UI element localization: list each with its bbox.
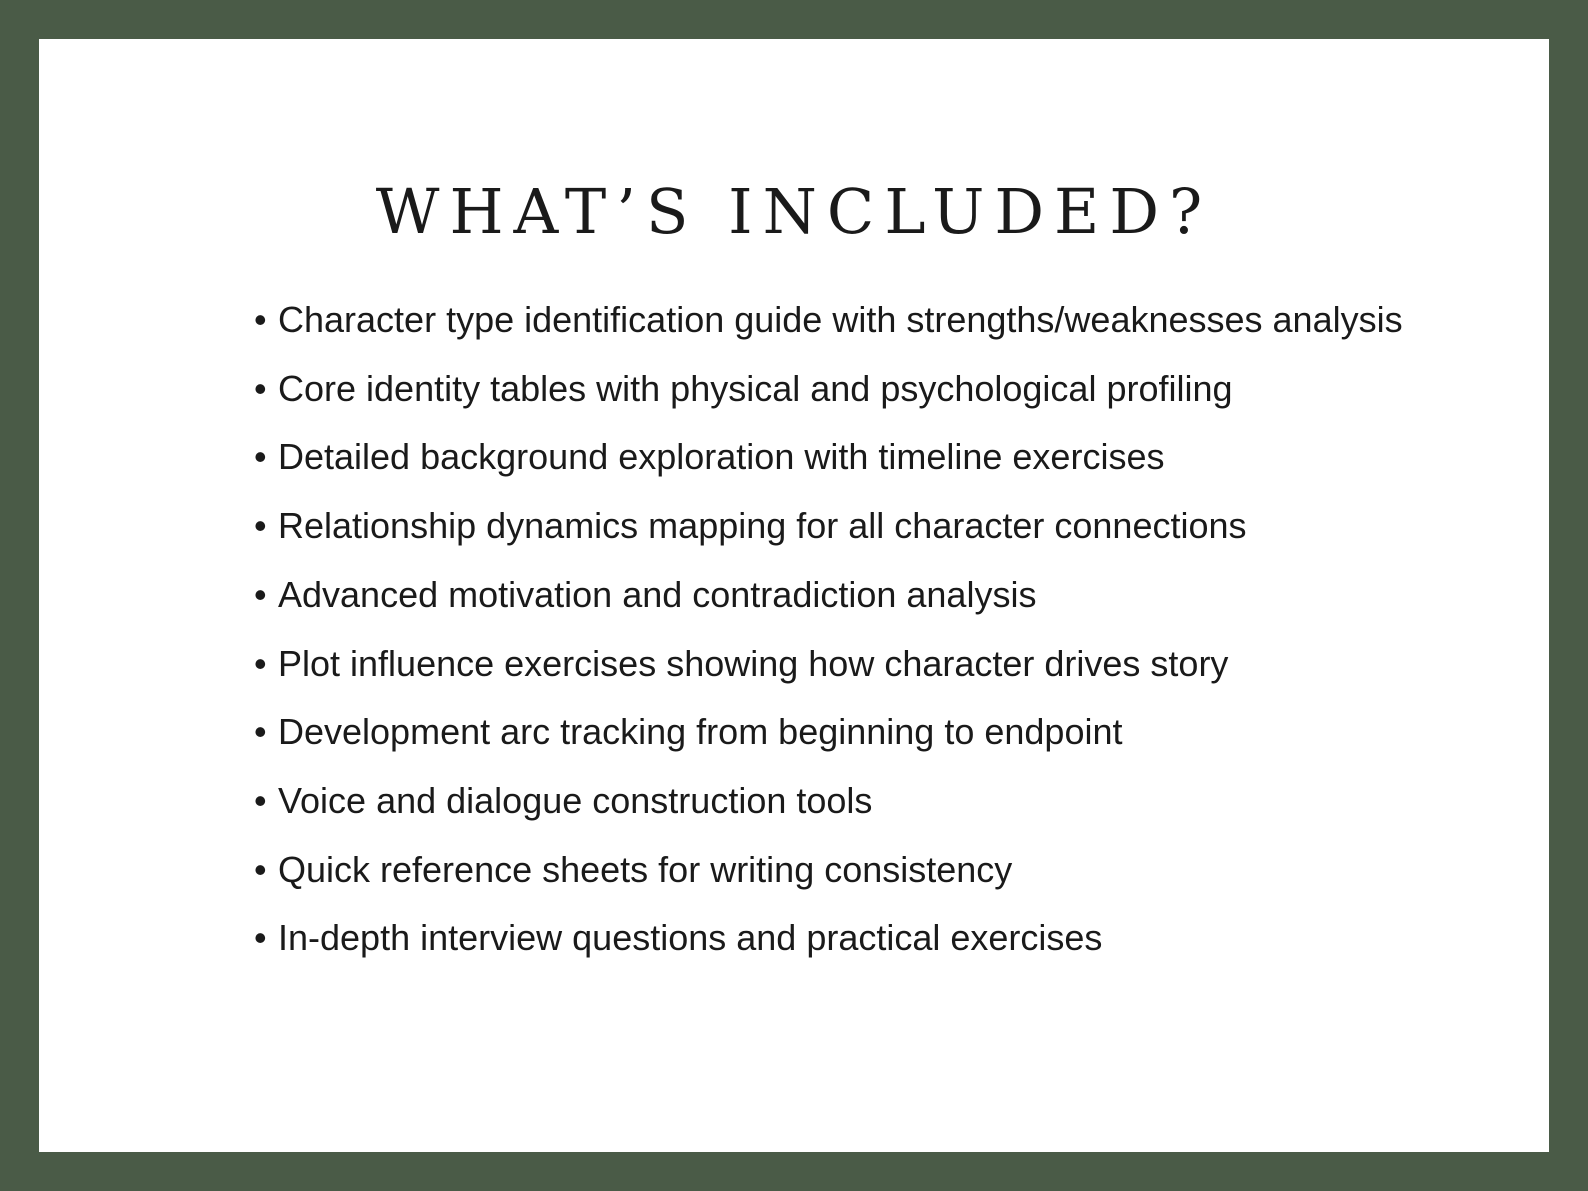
list-item bbox=[254, 355, 1414, 424]
bullet-icon: • bbox=[254, 848, 267, 890]
list-item-text: Relationship dynamics mapping for all character connections bbox=[278, 505, 1247, 547]
list-item-text: Voice and dialogue construction tools bbox=[278, 779, 873, 821]
bullet-icon: • bbox=[254, 779, 267, 821]
bullet-icon: • bbox=[254, 299, 267, 340]
list-item-text: In-depth interview questions and practical exercises bbox=[278, 917, 1103, 959]
content-card bbox=[39, 39, 1549, 1152]
feature-list bbox=[254, 286, 1414, 973]
list-item-text: Advanced motivation and contradiction analysis bbox=[278, 573, 1037, 615]
bullet-icon: • bbox=[254, 505, 267, 547]
list-item bbox=[254, 561, 1414, 630]
bullet-icon: • bbox=[254, 436, 267, 478]
bullet-icon: • bbox=[254, 917, 267, 959]
list-item bbox=[254, 698, 1414, 767]
list-item-text: Character type identification guide with strengths/weaknesses analysis bbox=[278, 299, 1403, 340]
bullet-icon: • bbox=[254, 642, 267, 684]
list-item bbox=[254, 286, 1414, 355]
page-title: WHAT’S INCLUDED? bbox=[375, 175, 1213, 248]
list-item-text: Quick reference sheets for writing consistency bbox=[278, 848, 1013, 890]
list-item-text: Detailed background exploration with timeline exercises bbox=[278, 436, 1165, 478]
list-item bbox=[254, 836, 1414, 905]
bullet-icon: • bbox=[254, 573, 267, 615]
list-item-text: Core identity tables with physical and psychological profiling bbox=[278, 367, 1233, 409]
list-item-text: Development arc tracking from beginning to endpoint bbox=[278, 711, 1123, 753]
list-item bbox=[254, 904, 1414, 973]
list-item-text: Plot influence exercises showing how character drives story bbox=[278, 642, 1229, 684]
bullet-icon: • bbox=[254, 711, 267, 753]
bullet-icon: • bbox=[254, 367, 267, 409]
list-item bbox=[254, 423, 1414, 492]
list-item bbox=[254, 492, 1414, 561]
list-item bbox=[254, 767, 1414, 836]
list-item bbox=[254, 630, 1414, 699]
